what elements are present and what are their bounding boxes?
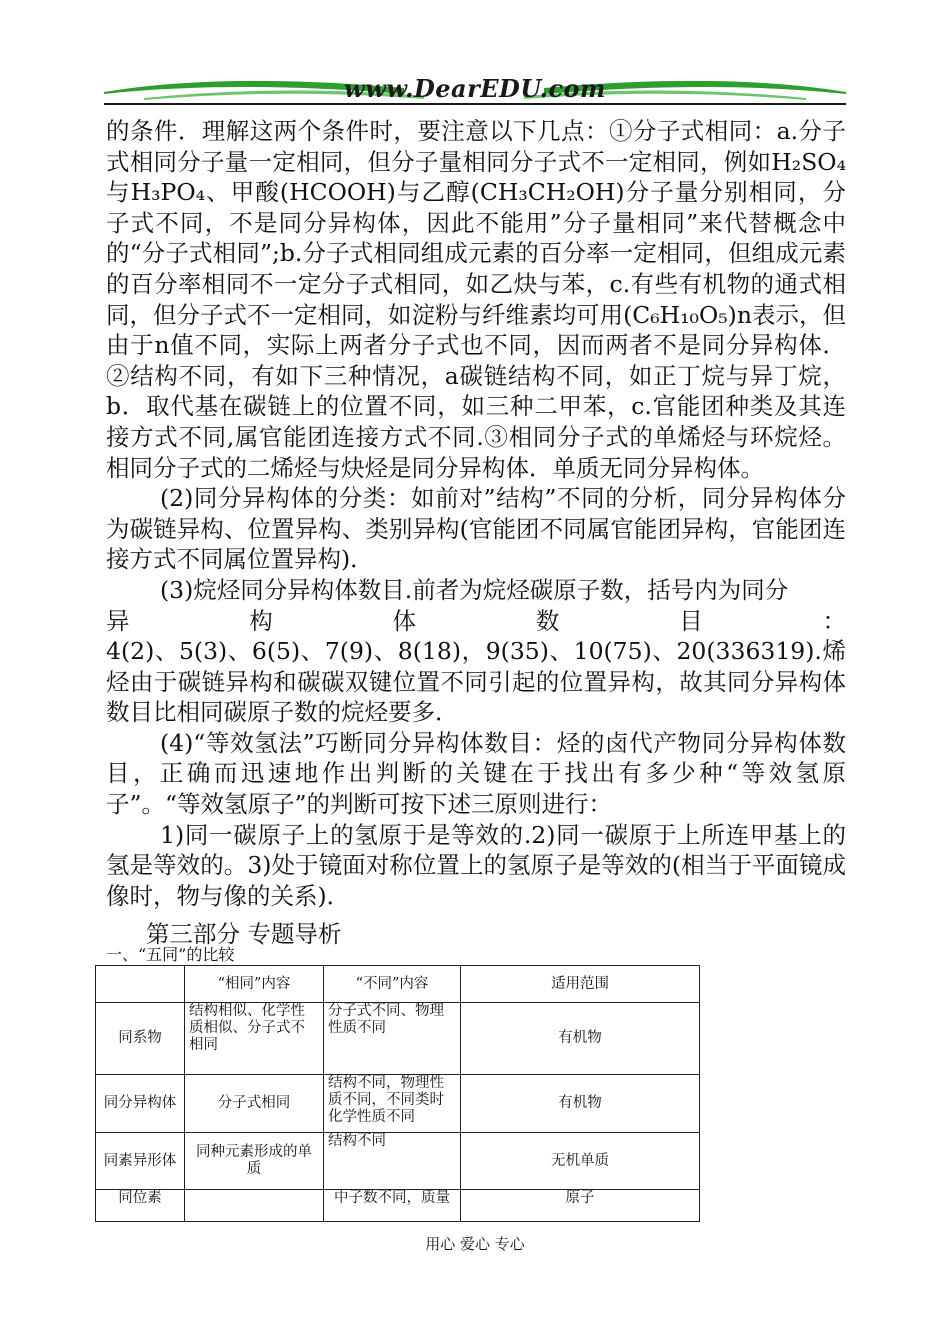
row-term: 同系物	[96, 1003, 185, 1075]
row-same: 同种元素形成的单质	[185, 1133, 324, 1190]
paragraph-rules: 1)同一碳原子上的氢原于是等效的.2)同一碳原于上所连甲基上的氢是等效的。3)处于镜面对称位置上的氢原子是等效的(相当于平面镜成像时，物与像的关系)．	[106, 820, 846, 910]
spread-char: 目	[679, 606, 703, 635]
table-row	[96, 1133, 700, 1190]
spread-char: 数	[535, 606, 560, 635]
table-caption: 一、“五同”的比较	[106, 945, 235, 964]
spread-line	[106, 606, 846, 637]
spread-char: 构	[249, 606, 273, 635]
header-cell: 适用范围	[461, 966, 700, 1003]
header-rule	[104, 103, 846, 105]
row-scope: 有机物	[461, 1003, 700, 1075]
table-header-row	[96, 966, 700, 1003]
paragraph-classification: (2)同分异构体的分类：如前对”结构”不同的分析，同分异构体分为碳链异构、位置异构、类别异构(官能团不同属官能团异构，官能团连接方式不同属位置异构)．	[106, 484, 846, 574]
header-cell: “相同”内容	[185, 966, 324, 1003]
section-title: 第三部分 专题导析	[146, 920, 342, 948]
row-scope: 有机物	[461, 1075, 700, 1133]
row-term: 同位素	[96, 1190, 185, 1222]
spread-char: 异	[106, 606, 130, 635]
comparison-table	[95, 965, 700, 1222]
row-different: 结构不同	[324, 1133, 461, 1190]
header-cell: “不同”内容	[324, 966, 461, 1003]
row-different: 分子式不同、物理性质不同	[324, 1003, 461, 1075]
paragraph-alkane-numbers: 4(2)、5(3)、6(5)、7(9)、8(18)，9(35)、10(75)、20(336319).烯烃由于碳链异构和碳碳双键位置不同引起的位置异构，故其同分异构体数目比相同碳原子数的烷烃要多．	[106, 637, 846, 727]
paragraph-alkane-count: (3)烷烃同分异构体数目.前者为烷烃碳原子数，括号内为同分	[160, 575, 789, 604]
site-url[interactable]: www.DearEDU.com	[344, 74, 606, 103]
table-row	[96, 1190, 700, 1222]
row-term: 同分异构体	[96, 1075, 185, 1133]
paragraph-equivalent-hydrogen: (4)“等效氢法”巧断同分异构体数目：烃的卤代产物同分异构体数目，正确而迅速地作出判断的关键在于找出有多少种“等效氢原子”。“等效氢原子”的判断可按下述三原则进行：	[106, 728, 846, 819]
row-scope: 原子	[461, 1190, 700, 1222]
main-text	[106, 116, 846, 911]
table-row	[96, 1075, 700, 1133]
paragraph-conditions: 的条件．理解这两个条件时，要注意以下几点：①分子式相同：a.分子式相同分子量一定相同，但分子量相同分子式不一定相同，例如H₂SO₄与H₃PO₄、甲酸(HCOOH)与乙醇(CH₃CH₂OH)分子量分别相同，分子式不同，不是同分异构体，因此不能用”分子量相同”来代替概念中的“分子式相同”;b.分子式相同组成元素的百分率一定相同，但组成元素的百分率相同不一定分子式相同，如乙炔与苯，c.有些有机物的通式相同，但分子式不一定相同，如淀粉与纤维素均可用(C₆H₁₀O₅)n表示，但由于n值不同，实际上两者分子式也不同，因而两者不是同分异构体．②结构不同，有如下三种情况，a碳链结构不同，如正丁烷与异丁烷，b．取代基在碳链上的位置不同，如三种二甲苯，c.官能团种类及其连接方式不同,属官能团连接方式不同.③相同分子式的单烯烃与环烷烃。相同分子式的二烯烃与炔烃是同分异构体．单质无同分异构体。	[106, 117, 846, 482]
spread-char: ：	[822, 606, 846, 635]
row-term: 同素异形体	[96, 1133, 185, 1190]
header-cell	[96, 966, 185, 1003]
row-same: 结构相似、化学性质相似、分子式不相同	[185, 1003, 324, 1075]
row-different: 结构不同，物理性质不同，不同类时化学性质不同	[324, 1075, 461, 1133]
row-same: 分子式相同	[185, 1075, 324, 1133]
page-footer: 用心 爱心 专心	[425, 1235, 525, 1253]
page-header	[104, 70, 846, 106]
row-different: 中子数不同，质量	[324, 1190, 461, 1222]
table-row	[96, 1003, 700, 1075]
row-same	[185, 1190, 324, 1222]
row-scope: 无机单质	[461, 1133, 700, 1190]
spread-char: 体	[392, 606, 417, 635]
